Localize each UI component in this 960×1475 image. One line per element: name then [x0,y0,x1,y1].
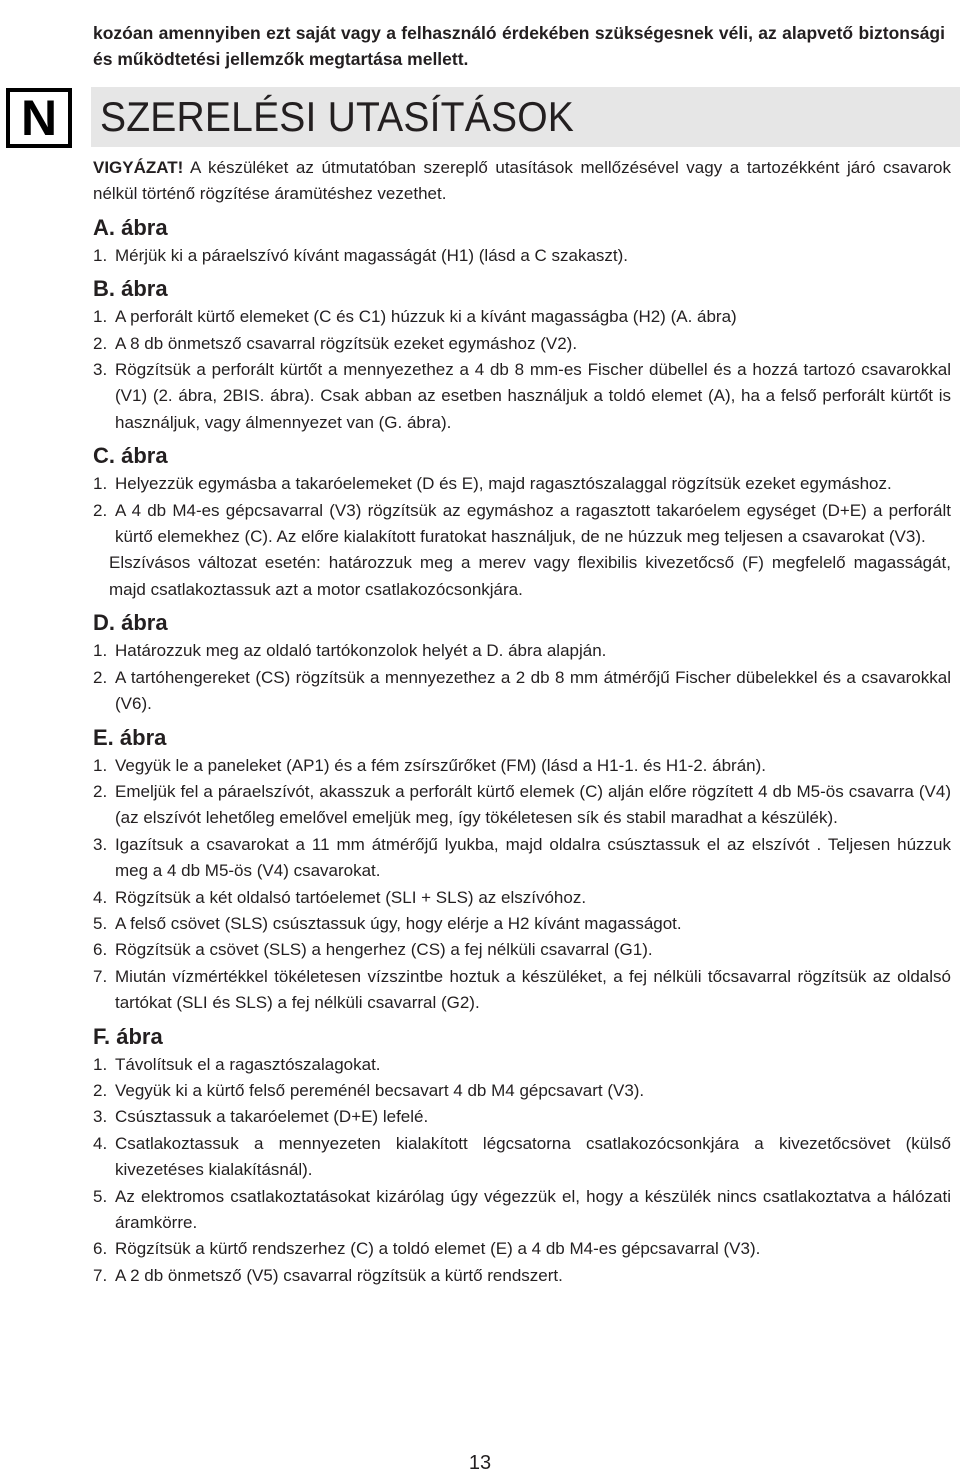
item-number: 1. [93,1054,108,1074]
list-item [93,885,951,911]
item-text: Igazítsuk a csavarokat a 11 mm átmérőjű lyukba, majd oldalra csúsztassuk el az elszívót . Teljesen húzzuk meg a 4 db M5-ös (V4) csavarokat. [115,834,951,881]
list-item [93,1236,951,1262]
item-number: 3. [93,360,108,380]
item-number: 1. [93,245,108,265]
list-item [93,911,951,937]
item-number: 6. [93,940,108,960]
item-text: A 4 db M4-es gépcsavarral (V3) rögzítsük az egymáshoz a ragasztott takaróelem egységet (D+E) a perforált kürtő elemekhez (C). Az előre kialakított furatokat használjuk, de ne húzzuk meg teljesen a csavarokat (V3). [115,500,951,547]
list-item [93,1131,951,1184]
list-item [93,331,951,357]
item-text: A felső csövet (SLS) csúsztassuk úgy, hogy elérje a H2 kívánt magasságot. [115,913,682,933]
list-item [93,1184,951,1237]
list-item [93,665,951,718]
list-item [93,937,951,963]
list-item [93,304,951,330]
warning-paragraph [93,155,951,208]
section-heading-a: A. ábra [93,214,168,240]
item-number: 4. [93,1133,108,1153]
item-number: 3. [93,1107,108,1127]
item-text: Helyezzük egymásba a takaróelemeket (D és E), majd ragasztószalaggal rögzítsük ezeket egymáshoz. [115,474,892,494]
page-title: SZERELÉSI UTASÍTÁSOK [100,93,575,140]
list-item [93,471,951,497]
section-heading-e: E. ábra [93,724,167,750]
instructions-body [93,155,951,1289]
item-text: A 2 db önmetsző (V5) csavarral rögzítsük a kürtő rendszert. [115,1265,563,1285]
item-number: 5. [93,913,108,933]
item-text: Csúsztassuk a takaróelemet (D+E) lefelé. [115,1107,429,1127]
exhaust-version-note: Elszívásos változat esetén: határozzuk meg a merev vagy flexibilis kivezetőcső (F) megfelelő magasságát, majd csatlakoztassuk azt a motor csatlakozócsonkjára. [109,553,951,599]
item-text: Miután vízmértékkel tökéletesen vízszintbe hoztuk a készüléket, a fej nélküli tőcsavarral rögzítsük az oldalsó tartókat (SLI és SLS) a fej nélküli csavarral (G2). [115,966,951,1013]
section-heading-d: D. ábra [93,610,168,636]
list-item [93,1263,951,1289]
list-item [93,1078,951,1104]
list-item [93,964,951,1017]
item-number: 7. [93,966,108,986]
item-text: Rögzítsük a csövet (SLS) a hengerhez (CS) a fej nélküli csavarral (G1). [115,940,653,960]
language-marker: N [6,88,72,148]
list-item [93,1052,951,1078]
list-item [93,753,951,779]
item-text: Határozzuk meg az oldaló tartókonzolok helyét a D. ábra alapján. [115,641,607,661]
item-number: 3. [93,834,108,854]
page-number: 13 [468,1452,492,1474]
item-text: A 8 db önmetsző csavarral rögzítsük ezeket egymáshoz (V2). [115,333,578,353]
item-text: Rögzítsük a perforált kürtőt a mennyezethez a 4 db 8 mm-es Fischer dübellel és a hozzá tartozó csavarokkal (V1) (2. ábra, 2BIS. ábra). Csak abban az esetben használjuk a toldó elemet (A), ha a felső perforált kürtőt is használjuk, vagy álmennyezet van (G. ábra). [115,360,951,432]
section-heading-b: B. ábra [93,276,168,302]
item-text: Vegyük le a paneleket (AP1) és a fém zsírszűrőket (FM) (lásd a H1-1. és H1-2. ábrán). [115,755,766,775]
item-text: Rögzítsük a két oldalsó tartóelemet (SLI + SLS) az elszívóhoz. [115,887,587,907]
list-item [93,1104,951,1130]
item-number: 2. [93,781,108,801]
warning-text: A készüléket az útmutatóban szereplő utasítások mellőzésével vagy a tartozékként járó csavarok nélkül történő rögzítése áramütéshez vezethet. [93,158,951,204]
list-item [93,498,951,551]
item-text: Rögzítsük a kürtő rendszerhez (C) a toldó elemet (E) a 4 db M4-es gépcsavarral (V3). [115,1239,761,1259]
item-number: 7. [93,1265,108,1285]
item-text: Vegyük ki a kürtő felső pereménél becsavart 4 db M4 gépcsavart (V3). [115,1080,645,1100]
item-text: Emeljük fel a páraelszívót, akasszuk a perforált kürtő elemek (C) alján előre rögzített 4 db M5-ös csavarra (V4) (az elszívót lehetőleg emelővel emeljük meg, így tökéletesen sík és stabil maradhat a készülék). [115,781,951,828]
item-text: A perforált kürtő elemeket (C és C1) húzzuk ki a kívánt magasságba (H2) (A. ábra) [115,307,737,327]
item-number: 1. [93,755,108,775]
item-number: 2. [93,333,108,353]
item-text: Mérjük ki a páraelszívó kívánt magasságát (H1) (lásd a C szakaszt). [115,245,629,265]
item-text: Távolítsuk el a ragasztószalagokat. [115,1054,381,1074]
item-text: Az elektromos csatlakoztatásokat kizárólag úgy végezzük el, hogy a készülék nincs csatlakoztatva a hálózati áramkörre. [115,1186,951,1232]
item-number: 6. [93,1239,108,1259]
section-heading-f: F. ábra [93,1023,163,1049]
warning-label: VIGYÁZAT! [93,158,184,177]
item-number: 4. [93,887,108,907]
item-number: 5. [93,1186,108,1206]
item-number: 1. [93,641,108,661]
item-number: 2. [93,500,108,520]
list-item [93,779,951,832]
item-text: A tartóhengereket (CS) rögzítsük a mennyezethez a 2 db 8 mm átmérőjű Fischer dübelekkel és a csavarokkal (V6). [115,667,951,714]
item-text: Csatlakoztassuk a mennyezeten kialakított légcsatorna csatlakozócsonkjára a kivezetőcsövet (külső kivezetéses kialakításnál). [115,1133,951,1180]
list-item [93,832,951,885]
list-item [93,357,951,436]
item-number: 1. [93,474,108,494]
intro-paragraph: kozóan amennyiben ezt saját vagy a felhasználó érdekében szükségesnek véli, az alapvető biztonsági és működtetési jellemzők megtartása mellett. [93,22,945,69]
item-number: 1. [93,307,108,327]
section-heading-c: C. ábra [93,443,168,469]
item-number: 2. [93,667,108,687]
list-item [93,243,951,269]
list-item [93,638,951,664]
item-number: 2. [93,1080,108,1100]
